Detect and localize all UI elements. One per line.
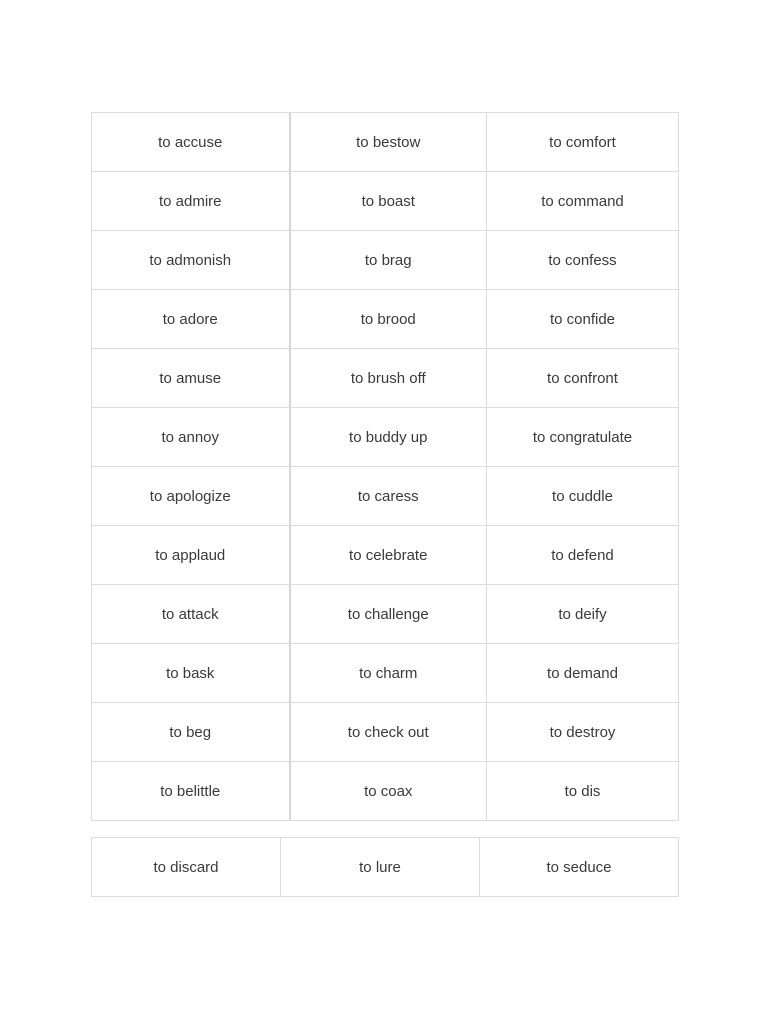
- table-cell: to command: [487, 172, 679, 231]
- table-cell: to challenge: [290, 585, 487, 644]
- table-cell: to charm: [290, 644, 487, 703]
- table-cell: to boast: [290, 172, 487, 231]
- table-cell: to attack: [92, 585, 290, 644]
- table-cell: to buddy up: [290, 408, 487, 467]
- table-cell: to admire: [92, 172, 290, 231]
- table-row: [92, 113, 679, 172]
- table-row: [92, 526, 679, 585]
- table-cell: to bask: [92, 644, 290, 703]
- table-cell: to demand: [487, 644, 679, 703]
- table-cell: to lure: [281, 838, 480, 897]
- table-cell: to brood: [290, 290, 487, 349]
- table-row: [92, 838, 679, 897]
- table-cell: to comfort: [487, 113, 679, 172]
- table-row: [92, 349, 679, 408]
- table-cell: to confess: [487, 231, 679, 290]
- table-cell: to apologize: [92, 467, 290, 526]
- table-cell: to beg: [92, 703, 290, 762]
- table-cell: to dis: [487, 762, 679, 821]
- table-cell: to belittle: [92, 762, 290, 821]
- table-cell: to amuse: [92, 349, 290, 408]
- table-cell: to confront: [487, 349, 679, 408]
- table-cell: to discard: [92, 838, 281, 897]
- table-cell: to applaud: [92, 526, 290, 585]
- table-row: [92, 172, 679, 231]
- table-row: [92, 703, 679, 762]
- table-row: [92, 585, 679, 644]
- table-cell: to caress: [290, 467, 487, 526]
- table-row: [92, 762, 679, 821]
- table-row: [92, 231, 679, 290]
- table-row: [92, 290, 679, 349]
- table-cell: to seduce: [480, 838, 679, 897]
- table-row: [92, 467, 679, 526]
- table-row: [92, 408, 679, 467]
- table-cell: to brush off: [290, 349, 487, 408]
- table-cell: to cuddle: [487, 467, 679, 526]
- table-cell: to annoy: [92, 408, 290, 467]
- verb-table-main: [91, 112, 679, 821]
- table-cell: to coax: [290, 762, 487, 821]
- table-cell: to brag: [290, 231, 487, 290]
- verb-table-extra: [91, 837, 679, 897]
- table-cell: to check out: [290, 703, 487, 762]
- table-cell: to bestow: [290, 113, 487, 172]
- table-cell: to defend: [487, 526, 679, 585]
- table-cell: to accuse: [92, 113, 290, 172]
- table-cell: to deify: [487, 585, 679, 644]
- table-cell: to celebrate: [290, 526, 487, 585]
- table-cell: to adore: [92, 290, 290, 349]
- table-cell: to destroy: [487, 703, 679, 762]
- table-cell: to congratulate: [487, 408, 679, 467]
- table-cell: to confide: [487, 290, 679, 349]
- table-cell: to admonish: [92, 231, 290, 290]
- table-row: [92, 644, 679, 703]
